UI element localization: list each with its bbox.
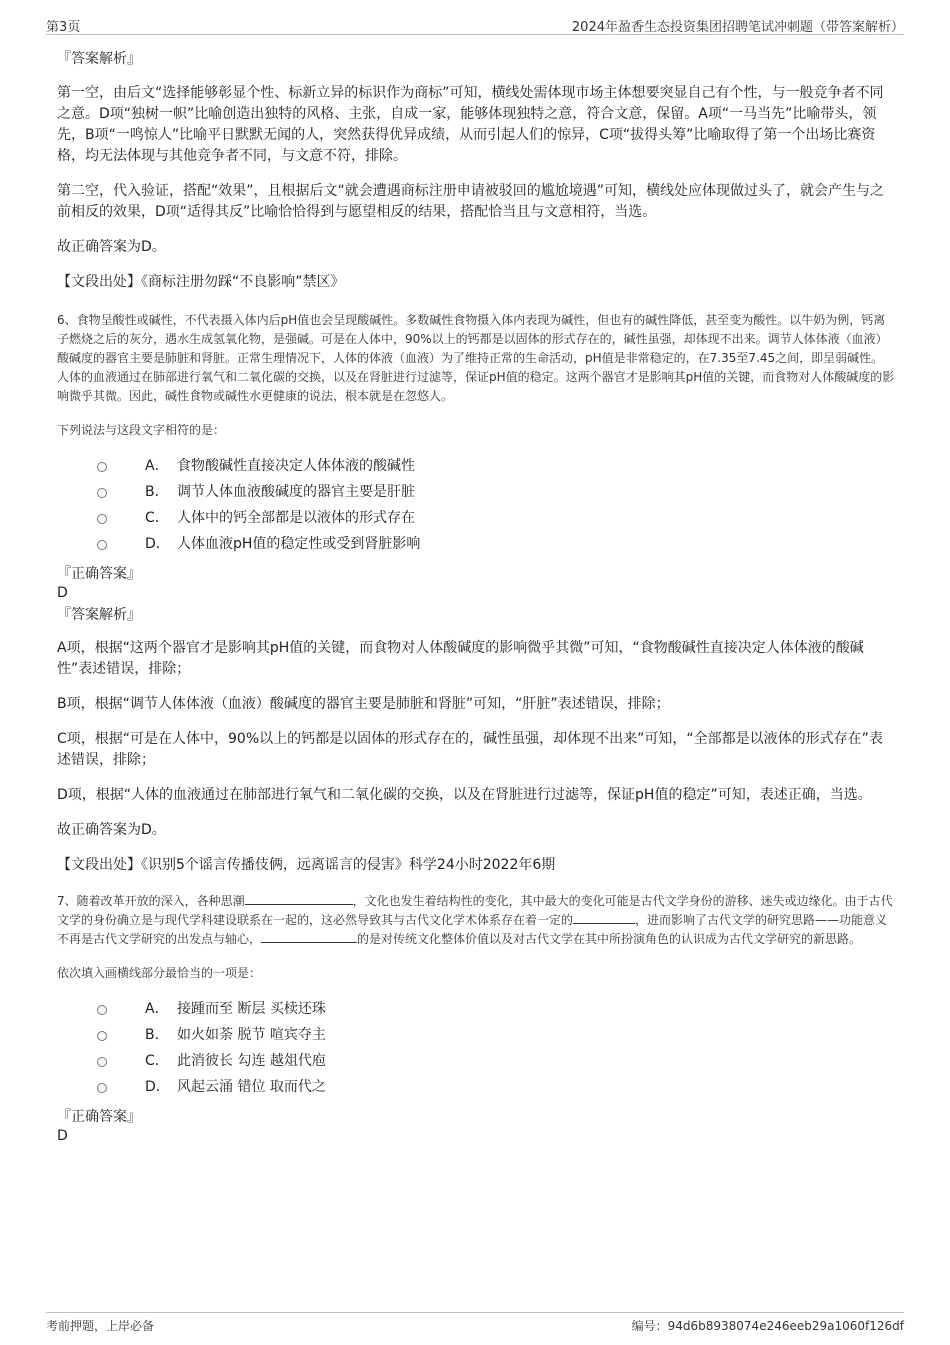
q6-answer-label: 『正确答案』 xyxy=(57,566,141,582)
document-title: 2024年盈香生态投资集团招聘笔试冲刺题（带答案解析） xyxy=(571,20,904,35)
option-key: B． xyxy=(145,484,169,500)
option-text: 风起云涌 错位 取而代之 xyxy=(177,1079,326,1095)
q6-source: 【文段出处】《识别5个谣言传播伎俩，远离谣言的侵害》科学24小时2022年6期 xyxy=(57,857,556,873)
fill-blank-3 xyxy=(261,930,357,943)
option-text: 调节人体血液酸碱度的器官主要是肝脏 xyxy=(177,484,415,500)
radio-icon[interactable] xyxy=(97,514,107,524)
option-text: 如火如荼 脱节 喧宾夺主 xyxy=(177,1027,326,1043)
q6-analysis-label: 『答案解析』 xyxy=(57,607,141,623)
option-text: 接踵而至 断层 买椟还珠 xyxy=(177,1001,326,1017)
q6-answer: D xyxy=(57,585,68,601)
q7-option-b[interactable] xyxy=(57,1022,895,1048)
option-text: 食物酸碱性直接决定人体体液的酸碱性 xyxy=(177,458,415,474)
q5-source: 【文段出处】《商标注册勿踩“不良影响”禁区》 xyxy=(57,274,345,290)
radio-icon[interactable] xyxy=(97,1083,107,1093)
q6-analysis-b: B项，根据“调节人体体液（血液）酸碱度的器官主要是肺脏和肾脏”可知，“肝脏”表述错误，排除； xyxy=(57,696,670,712)
radio-icon[interactable] xyxy=(97,540,107,550)
q6-stem: 6、食物呈酸性或碱性，不代表摄入体内后pH值也会呈现酸碱性。多数碱性食物摄入体内表现为碱性，但也有的碱性降低，甚至变为酸性。以牛奶为例，钙离子燃烧之后的灰分，遇水生成氢氧化物，是强碱。可是在人体中，90%以上的钙都是以固体的形式存在的，碱性虽强，却体现不出来。调节人体体液（血液）酸碱度的器官主要是肺脏和肾脏。正常生理情况下，人体的体液（血液）为了维持正常的生命活动，pH值是非常稳定的，在7.35至7.45之间，即呈弱碱性。人体的血液通过在肺部进行氧气和二氧化碳的交换，以及在肾脏进行过滤等，保证pH值的稳定。这两个器官才是影响其pH值的关键，而食物对人体酸碱度的影响微乎其微。因此，碱性食物或碱性水更健康的说法，根本就是在忽悠人。 xyxy=(57,313,895,403)
q6-prompt: 下列说法与这段文字相符的是： xyxy=(57,423,226,437)
code-label: 编号： xyxy=(631,1319,668,1333)
radio-icon[interactable] xyxy=(97,1031,107,1041)
option-key: C． xyxy=(145,510,169,526)
code-value: 94d6b8938074e246eeb29a1060f126df xyxy=(667,1319,904,1333)
radio-icon[interactable] xyxy=(97,1005,107,1015)
option-key: A． xyxy=(145,458,169,474)
page-content xyxy=(57,46,895,1144)
page-header xyxy=(46,14,904,35)
q7-option-a[interactable] xyxy=(57,996,895,1022)
q6-analysis-a: A项，根据“这两个器官才是影响其pH值的关键，而食物对人体酸碱度的影响微乎其微”可知，“食物酸碱性直接决定人体体液的酸碱性”表述错误，排除； xyxy=(57,640,864,677)
q7-stem-part: 7、随着改革开放的深入，各种思潮 xyxy=(57,894,245,908)
fill-blank-1 xyxy=(245,892,353,905)
q7-stem xyxy=(57,892,895,949)
option-key: D． xyxy=(145,1079,170,1095)
option-text: 此消彼长 勾连 越俎代庖 xyxy=(177,1053,326,1069)
q6-analysis-c: C项，根据“可是在人体中，90%以上的钙都是以固体的形式存在的，碱性虽强，却体现不出来”可知，“全部都是以液体的形式存在”表述错误，排除； xyxy=(57,731,883,768)
q7-prompt: 依次填入画横线部分最恰当的一项是： xyxy=(57,966,262,980)
q6-option-c[interactable] xyxy=(57,505,895,531)
q7-stem-part: ，进而影响了古代文学的研究思路——功能意义不再是古代文学研究的出发点与轴心， xyxy=(57,913,888,946)
q6-options xyxy=(57,453,895,557)
radio-icon[interactable] xyxy=(97,1057,107,1067)
page-number: 第3页 xyxy=(46,20,81,35)
q6-option-a[interactable] xyxy=(57,453,895,479)
fill-blank-2 xyxy=(573,911,635,924)
option-key: A． xyxy=(145,1001,169,1017)
option-key: C． xyxy=(145,1053,169,1069)
q7-stem-part: 的是对传统文化整体价值以及对古代文学在其中所扮演角色的认识成为古代文学研究的新思路。 xyxy=(357,932,862,946)
radio-icon[interactable] xyxy=(97,462,107,472)
q5-analysis-para2: 第二空，代入验证，搭配“效果”，且根据后文“就会遭遇商标注册申请被驳回的尴尬境遇”可知，横线处应体现做过头了，就会产生与之前相反的效果，D项“适得其反”比喻恰恰得到与愿望相反的结果，搭配恰当且与文意相符，当选。 xyxy=(57,183,885,220)
q7-stem-part: ，文化也发生着结构性的变化，其中最大的变化可能是古代文学身份的游移、迷失或边缘化。由于古代文学的身份确立是与现代学科建设联系在一起的，这必然导致其与古代文化学术体系存在着一定的 xyxy=(57,894,893,927)
q7-options xyxy=(57,996,895,1100)
option-key: B． xyxy=(145,1027,169,1043)
option-key: D． xyxy=(145,536,170,552)
q5-conclusion: 故正确答案为D。 xyxy=(57,239,166,255)
q7-option-d[interactable] xyxy=(57,1074,895,1100)
option-text: 人体中的钙全部都是以液体的形式存在 xyxy=(177,510,415,526)
q7-answer: D xyxy=(57,1128,68,1144)
q6-analysis-d: D项，根据“人体的血液通过在肺部进行氧气和二氧化碳的交换，以及在肾脏进行过滤等，保证pH值的稳定”可知，表述正确，当选。 xyxy=(57,787,872,803)
q6-option-b[interactable] xyxy=(57,479,895,505)
document-code xyxy=(632,1317,904,1334)
q6-option-d[interactable] xyxy=(57,531,895,557)
q7-option-c[interactable] xyxy=(57,1048,895,1074)
q7-answer-label: 『正确答案』 xyxy=(57,1109,141,1125)
q5-analysis-label: 『答案解析』 xyxy=(57,51,141,67)
radio-icon[interactable] xyxy=(97,488,107,498)
footer-note: 考前押题，上岸必备 xyxy=(46,1319,155,1333)
option-text: 人体血液pH值的稳定性或受到肾脏影响 xyxy=(177,536,421,552)
q6-conclusion: 故正确答案为D。 xyxy=(57,822,166,838)
q5-analysis-para1: 第一空，由后文“选择能够彰显个性、标新立异的标识作为商标”可知，横线处需体现市场主体想要突显自己有个性，与一般竞争者不同之意。D项“独树一帜”比喻创造出独特的风格、主张，自成一家，能够体现独特之意，符合文意，保留。A项“一马当先”比喻带头，领先，B项“一鸣惊人”比喻平日默默无闻的人，突然获得优异成绩，从而引起人们的惊异，C项“拔得头筹”比喻取得了第一个出场比赛资格，均无法体现与其他竞争者不同，与文意不符，排除。 xyxy=(57,85,884,164)
page-footer xyxy=(46,1312,904,1333)
